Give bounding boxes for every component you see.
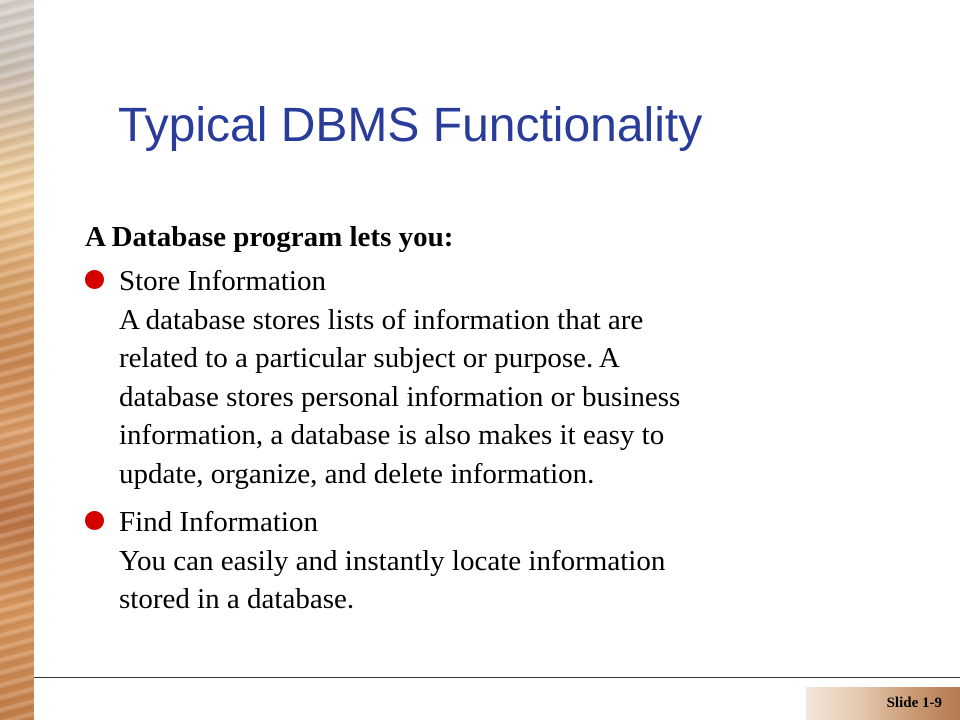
bullet-heading: Find Information <box>119 506 318 538</box>
decorative-side-strip <box>0 0 34 720</box>
bullet-item-store-information <box>85 262 845 493</box>
bullet-body: A database stores lists of information that are related to a particular subject or purpose. A database stores personal information or business information, a database is also makes it easy to update, organize, and delete information. <box>119 303 681 490</box>
footer-divider <box>34 677 960 678</box>
bullet-item-find-information <box>85 503 845 619</box>
bullet-list <box>85 262 845 629</box>
bullet-body: You can easily and instantly locate information stored in a database. <box>119 544 666 615</box>
bullet-dot-icon <box>85 511 104 530</box>
intro-text: A Database program lets you: <box>85 221 454 253</box>
slide-title: Typical DBMS Functionality <box>118 99 703 152</box>
bullet-heading: Store Information <box>119 265 326 297</box>
slide-number: Slide 1-9 <box>886 695 942 711</box>
bullet-dot-icon <box>85 270 104 289</box>
